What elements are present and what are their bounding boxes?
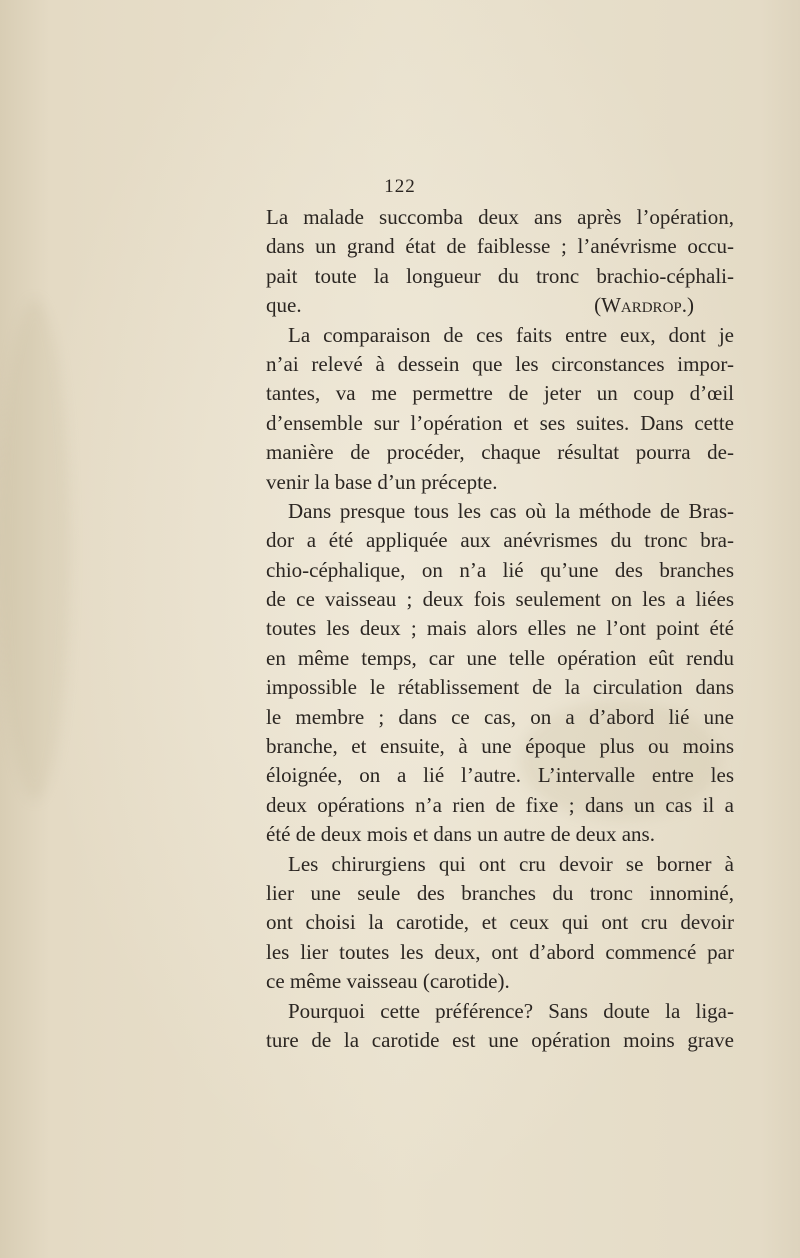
text-line: ont choisi la carotide, et ceux qui ont cru devoir <box>266 910 734 935</box>
text-line: chio-céphalique, on n’a lié qu’une des branches <box>266 557 734 582</box>
text-line: Dans presque tous les cas où la méthode de Bras- <box>288 498 734 523</box>
text-line: branche, et ensuite, à une époque plus ou moins <box>266 734 734 759</box>
text-line-end: que. <box>266 293 302 318</box>
text-line: manière de procéder, chaque résultat pourra de- <box>266 440 734 465</box>
text-line: Les chirurgiens qui ont cru devoir se borner à <box>288 851 734 876</box>
text-line: lier une seule des branches du tronc innominé, <box>266 880 734 905</box>
text-line <box>266 291 734 320</box>
text-line: tantes, va me permettre de jeter un coup d’œil <box>266 381 734 406</box>
text-line: les lier toutes les deux, ont d’abord commencé par <box>266 939 734 964</box>
text-line: éloignée, on a lié l’autre. L’intervalle entre les <box>266 763 734 788</box>
page-number: 122 <box>384 176 416 197</box>
body-text <box>266 203 734 1055</box>
text-line: n’ai relevé à dessein que les circonstances impor- <box>266 351 734 376</box>
text-line: d’ensemble sur l’opération et ses suites. Dans cette <box>266 410 734 435</box>
text-line: dor a été appliquée aux anévrismes du tronc bra- <box>266 528 734 553</box>
text-line: ce même vaisseau (carotide). <box>266 969 510 994</box>
text-line: le membre ; dans ce cas, on a d’abord lié une <box>266 704 734 729</box>
text-line: dans un grand état de faiblesse ; l’anévrisme occu- <box>266 234 734 259</box>
text-line: toutes les deux ; mais alors elles ne l’ont point été <box>266 616 734 641</box>
text-line: Pourquoi cette préférence? Sans doute la liga- <box>288 998 734 1023</box>
text-line: de ce vaisseau ; deux fois seulement on les a liées <box>266 587 734 612</box>
text-line: en même temps, car une telle opération eût rendu <box>266 645 734 670</box>
text-line: La malade succomba deux ans après l’opération, <box>266 205 734 229</box>
text-line: impossible le rétablissement de la circulation dans <box>266 675 734 700</box>
text-line: deux opérations n’a rien de fixe ; dans un cas il a <box>266 792 734 817</box>
text-line: venir la base d’un précepte. <box>266 469 498 494</box>
text-line: ture de la carotide est une opération moins grave <box>266 1027 734 1052</box>
author-citation: (Wardrop.) <box>594 293 694 318</box>
text-line: été de deux mois et dans un autre de deux ans. <box>266 822 655 847</box>
text-line: La comparaison de ces faits entre eux, dont je <box>288 322 734 347</box>
text-line: pait toute la longueur du tronc brachio-céphali- <box>266 263 734 288</box>
paper-stain <box>0 300 70 800</box>
